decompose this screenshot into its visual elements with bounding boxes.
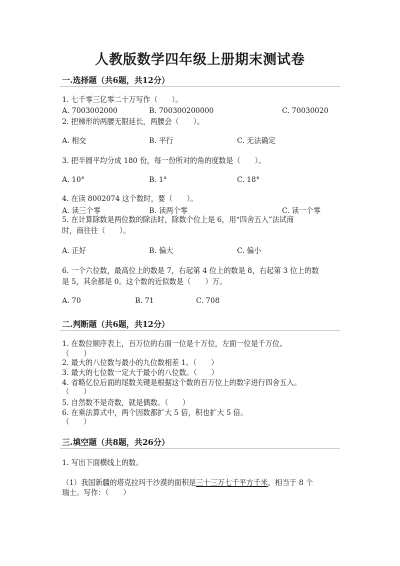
question-1-option-c: C. 70030020 [282,106,329,115]
fill-1-sub-1-suffix: ，相当于 8 个 [267,478,313,487]
fill-1-sub-1-prefix: （1）我国新疆的塔克拉玛干沙漠的面积是 [62,478,196,487]
judge-3: 3. 最大的七位数一定大于最小的八位数。（ ） [62,368,219,377]
question-6-option-b: B. 71 [135,296,154,305]
question-1-stem: 1. 七千零三亿零二十万写作（ ）。 [62,95,183,104]
question-2-option-a: A. 相交 [62,136,87,145]
judge-6-line2: （ ） [62,417,91,426]
question-6-stem-line1: 6. 一个六位数，最高位上的数是 7，右起第 4 位上的数是 8，右起第 3 位上的数 [62,266,319,275]
fill-1-sub-1-line2: 瑞士。写作：（ ） [62,488,131,497]
question-5-option-c: C. 偏小 [237,246,262,255]
fill-1-stem: 1. 写出下面横线上的数。 [62,458,144,467]
judge-1-line1: 1. 在数位顺序表上，百万位的右面一位是十万位，左面一位是千万位。 [62,339,287,348]
section-divider [60,86,340,87]
question-4-stem: 4. 在读 8002074 这个数时，要（ ）。 [62,194,198,203]
question-4-option-c: C. 读一个零 [282,206,321,215]
question-5-stem-line2: 时，商往往（ ）。 [62,226,131,235]
question-2-option-c: C. 无法确定 [237,136,276,145]
judge-6-line1: 6. 在乘法算式中，两个因数都扩大 5 倍，积也扩大 5 倍。 [62,408,248,417]
question-6-option-a: A. 70 [62,296,81,305]
question-1-option-b: B. 700300200000 [149,106,214,115]
section-heading-fill: 三.填空题（共8题，共26分） [62,437,170,447]
question-2-option-b: B. 平行 [149,136,174,145]
question-6-stem-line2: 是 5，其余都是 0。这个数的近似数是（ ）万。 [62,277,227,286]
judge-4-line1: 4. 省略亿位后面的尾数关键是根据这个数的百万位上的数字进行四舍五入。 [62,378,302,387]
question-3-option-a: A. 10° [62,175,85,184]
section-divider [60,330,340,331]
question-3-option-b: B. 1° [149,175,168,184]
section-heading-judge: 二.判断题（共6题，共12分） [62,319,170,329]
judge-4-line2: （ ） [62,387,91,396]
question-3-option-c: C. 18° [237,175,260,184]
judge-1-line2: （ ） [62,349,91,358]
question-5-stem-line1: 5. 在计算除数是两位数的除法时，除数个位上是 6，用“四舍五入”法试商 [62,215,294,224]
section-heading-choice: 一.选择题（共6题，共12分） [62,75,170,85]
question-3-stem: 3. 把半圆平均分成 180 份，每一份所对的角的度数是（ ）。 [62,156,266,165]
judge-2: 2. 最大的八位数与最小的九位数相差 1。（ ） [62,358,219,367]
question-5-option-b: B. 偏大 [149,246,174,255]
judge-5: 5. 自然数不是奇数，就是偶数。（ ） [62,398,190,407]
section-divider [60,448,340,449]
question-4-option-a: A. 读三个零 [62,206,101,215]
question-2-stem: 2. 把梯形的两腰无限延长，两腰会（ ）。 [62,117,205,126]
question-4-option-b: B. 读两个零 [149,206,188,215]
fill-1-sub-1-line1 [62,478,313,487]
question-1-option-a: A. 7003002000 [62,106,118,115]
page-title: 人教版数学四年级上册期末测试卷 [95,52,305,68]
question-6-option-c: C. 708 [196,296,220,305]
question-5-option-a: A. 正好 [62,246,87,255]
fill-1-sub-1-underlined: 三十三万七千平方千米 [195,478,268,487]
